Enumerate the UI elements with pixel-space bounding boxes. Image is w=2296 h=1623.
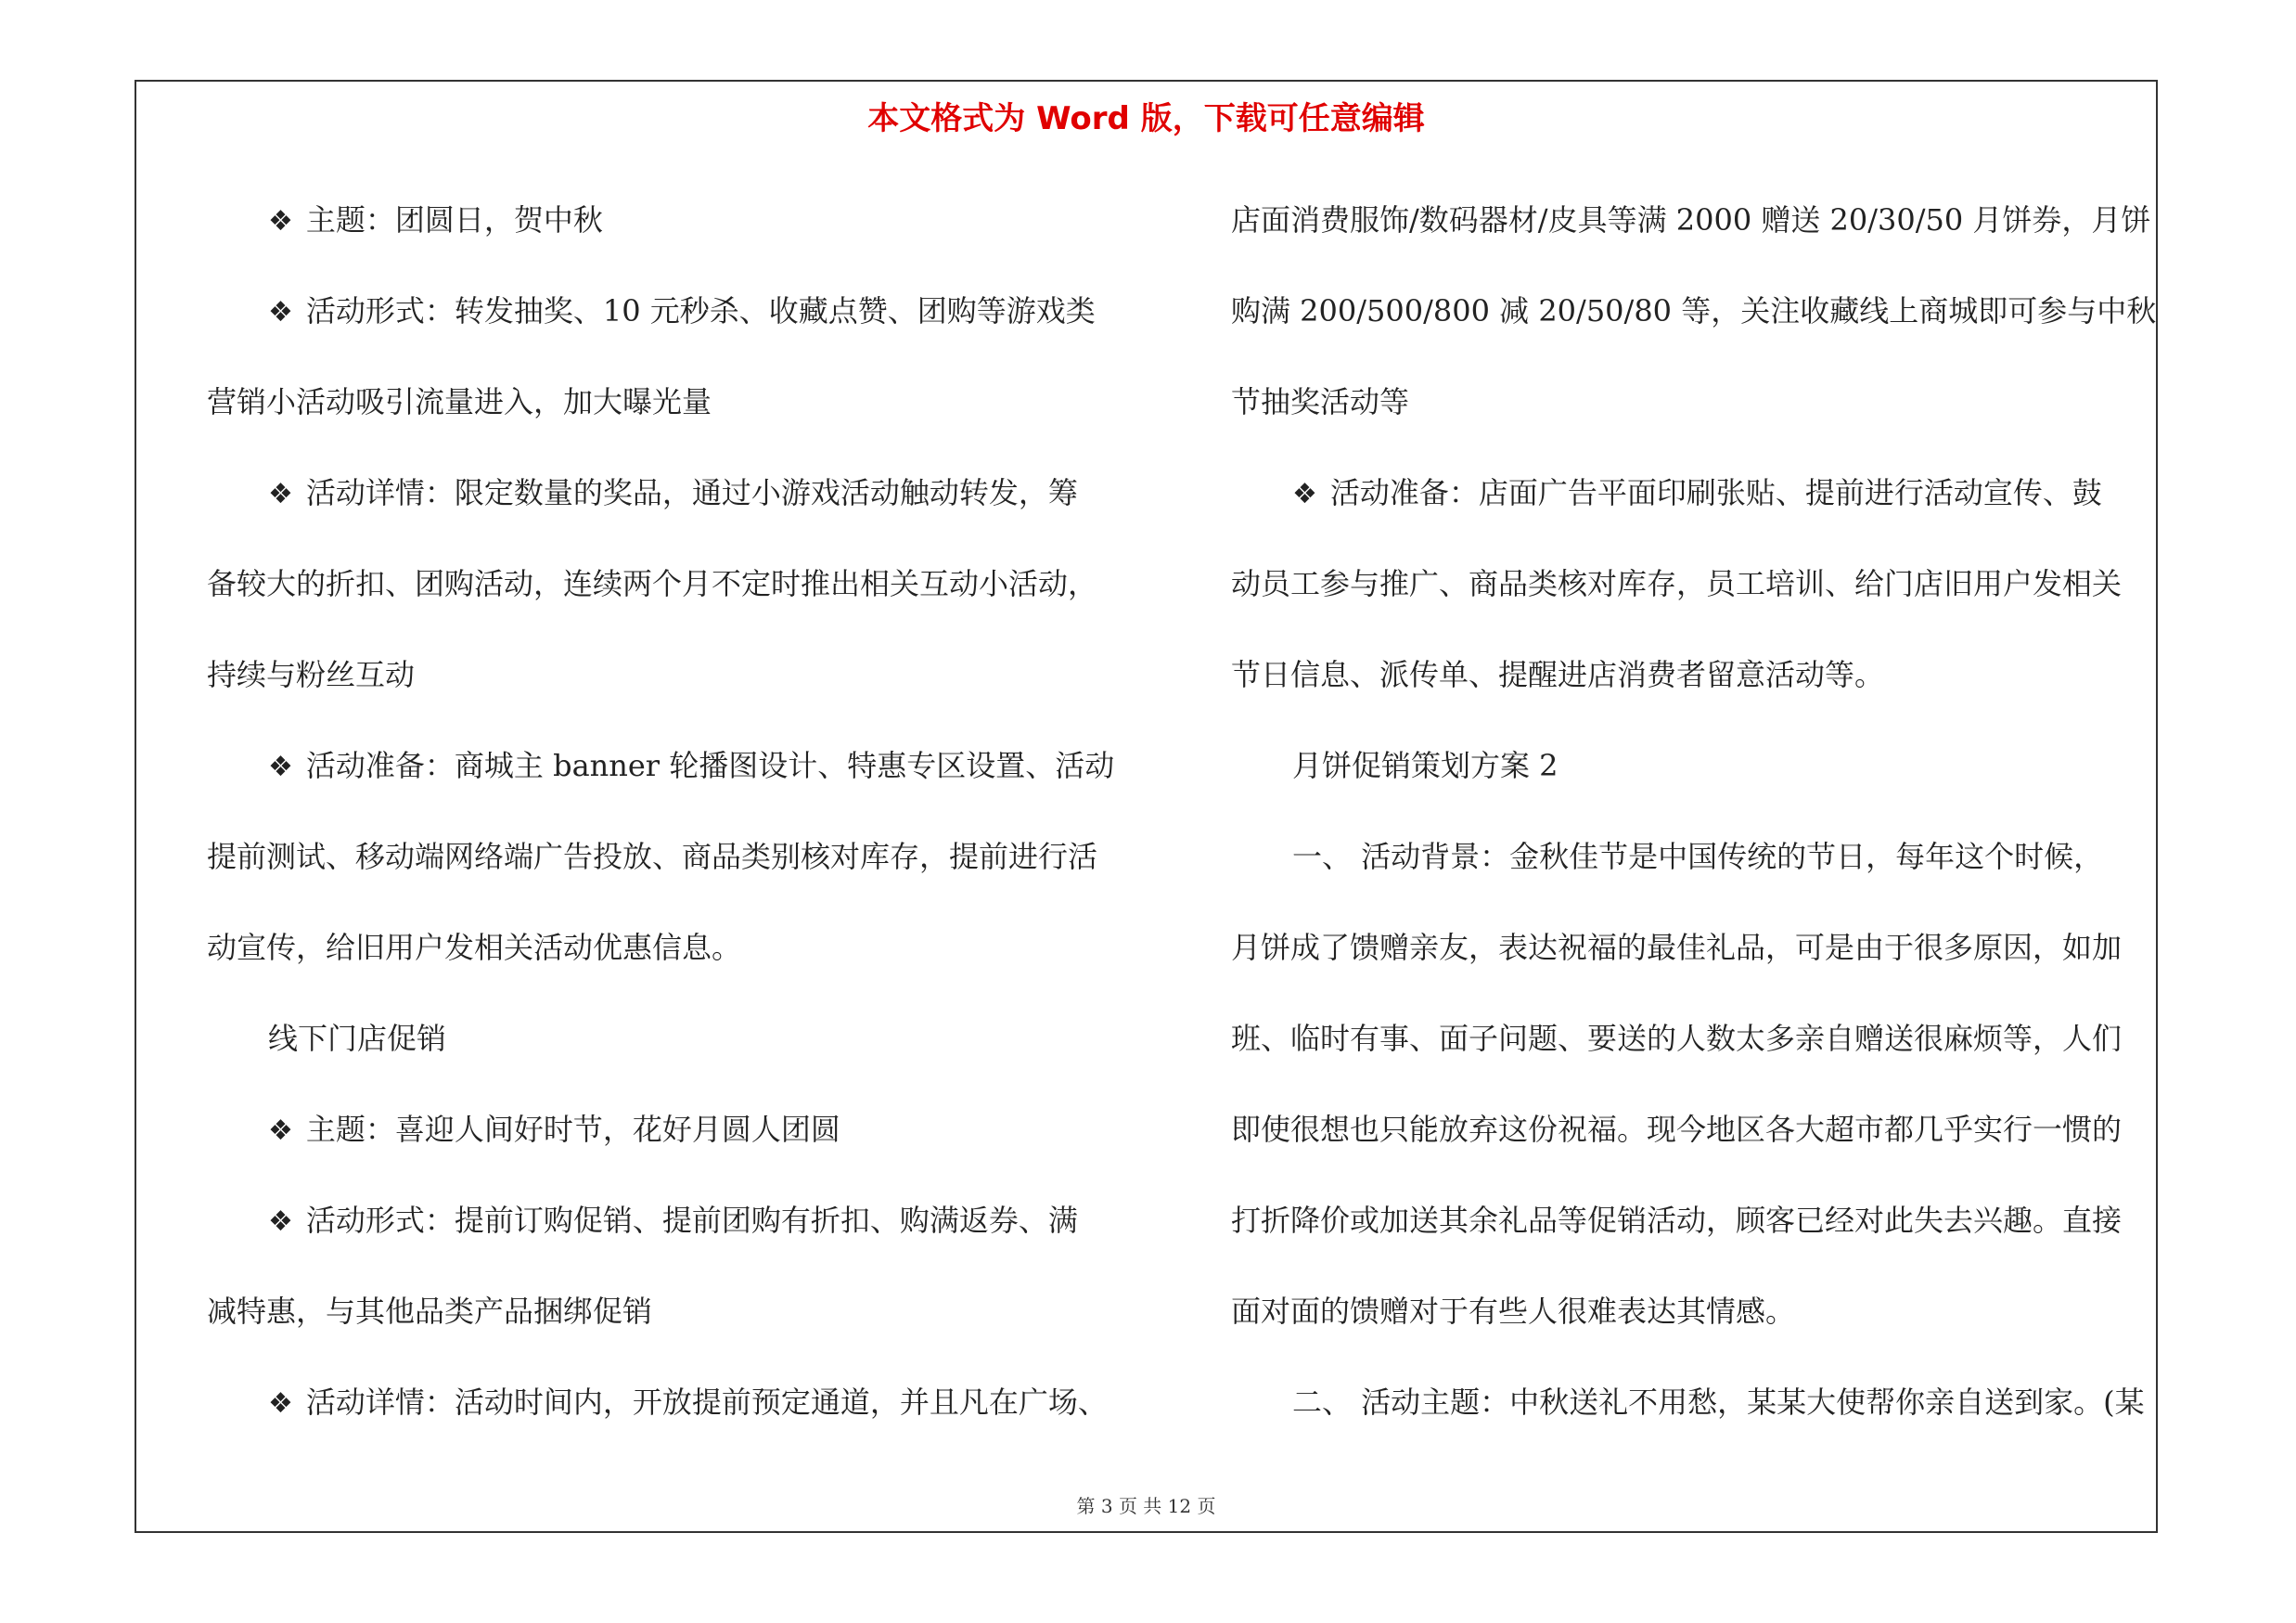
right-column-line-text: 节抽奖活动等 — [1231, 384, 1410, 419]
right-column-line — [1231, 1266, 2149, 1357]
right-column-line — [1231, 447, 2149, 538]
bullet-icon: ❖ — [268, 1387, 293, 1420]
right-column-line-text: 动员工参与推广、商品类核对库存，员工培训、给门店旧用户发相关 — [1231, 566, 2123, 601]
right-column-line-text: 一、 活动背景：金秋佳节是中国传统的节日，每年这个时候， — [1292, 839, 2104, 874]
right-column — [1231, 174, 2157, 1448]
bullet-icon: ❖ — [268, 1205, 293, 1238]
right-column-line-text: 店面消费服饰/数码器材/皮具等满 2000 赠送 20/30/50 月饼券，月饼 — [1231, 202, 2151, 238]
watermark-banner: 本文格式为 Word 版，下载可任意编辑 — [867, 100, 1425, 137]
left-column-line — [207, 1175, 1144, 1266]
left-column-line-text: 活动详情：限定数量的奖品，通过小游戏活动触动转发，筹 — [305, 475, 1078, 510]
left-column-line-text: 减特惠，与其他品类产品捆绑促销 — [207, 1294, 653, 1329]
right-column-line — [1231, 902, 2149, 993]
left-column-line-text: 备较大的折扣、团购活动，连续两个月不定时推出相关互动小活动， — [207, 566, 1098, 601]
left-column-line — [207, 447, 1144, 538]
left-column-line — [207, 174, 1144, 265]
left-column-line — [207, 356, 1144, 447]
left-column-line-text: 活动详情：活动时间内，开放提前预定通道，并且凡在广场、 — [305, 1385, 1108, 1420]
bullet-icon: ❖ — [1292, 478, 1317, 510]
right-column-line — [1231, 993, 2149, 1084]
bullet-icon: ❖ — [268, 478, 293, 510]
left-column-line — [207, 1266, 1144, 1357]
bullet-icon: ❖ — [268, 296, 293, 328]
right-column-line-text: 打折降价或加送其余礼品等促销活动，顾客已经对此失去兴趣。直接 — [1231, 1203, 2123, 1238]
left-column-line-text: 活动形式：转发抽奖、10 元秒杀、收藏点赞、团购等游戏类 — [305, 293, 1096, 328]
right-column-line-text: 活动准备：店面广告平面印刷张贴、提前进行活动宣传、鼓 — [1329, 475, 2102, 510]
left-column-line-text: 主题：团圆日，贺中秋 — [305, 202, 603, 238]
right-column-line — [1231, 356, 2149, 447]
right-column-line-text: 班、临时有事、面子问题、要送的人数太多亲自赠送很麻烦等，人们 — [1231, 1021, 2123, 1056]
left-column-line-text: 动宣传，给旧用户发相关活动优惠信息。 — [207, 930, 742, 965]
right-column-line — [1231, 1175, 2149, 1266]
page-frame — [135, 80, 2158, 1533]
right-column-line-text: 面对面的馈赠对于有些人很难表达其情感。 — [1231, 1294, 1796, 1329]
left-column-line — [207, 1084, 1144, 1175]
left-column-line-text: 线下门店促销 — [268, 1021, 447, 1056]
right-column-line-text: 月饼促销策划方案 2 — [1292, 748, 1558, 783]
left-column-line — [207, 538, 1144, 629]
left-column-line — [207, 720, 1144, 811]
left-column — [207, 174, 1144, 1448]
left-column-line — [207, 811, 1144, 902]
right-column-line — [1231, 1084, 2149, 1175]
bullet-icon: ❖ — [268, 1114, 293, 1147]
left-column-line-text: 主题：喜迎人间好时节，花好月圆人团圆 — [305, 1112, 840, 1147]
right-column-line — [1231, 629, 2149, 720]
left-column-line-text: 提前测试、移动端网络端广告投放、商品类别核对库存，提前进行活 — [207, 839, 1098, 874]
left-column-line — [207, 1357, 1144, 1448]
left-column-line — [207, 993, 1144, 1084]
left-column-line-text: 活动准备：商城主 banner 轮播图设计、特惠专区设置、活动 — [305, 748, 1115, 783]
right-column-line-text: 节日信息、派传单、提醒进店消费者留意活动等。 — [1231, 657, 1885, 692]
page-footer: 第 3 页 共 12 页 — [1076, 1495, 1216, 1517]
left-column-line-text: 营销小活动吸引流量进入，加大曝光量 — [207, 384, 712, 419]
right-column-line-text: 月饼成了馈赠亲友，表达祝福的最佳礼品，可是由于很多原因，如加 — [1231, 930, 2123, 965]
right-column-line-text: 二、 活动主题：中秋送礼不用愁，某某大使帮你亲自送到家。(某 — [1292, 1385, 2145, 1420]
right-column-line-text: 购满 200/500/800 减 20/50/80 等，关注收藏线上商城即可参与中秋 — [1231, 293, 2157, 328]
right-column-line — [1231, 811, 2149, 902]
right-column-line — [1231, 265, 2157, 356]
left-column-line — [207, 629, 1144, 720]
bullet-icon: ❖ — [268, 751, 293, 783]
left-column-line-text: 活动形式：提前订购促销、提前团购有折扣、购满返券、满 — [305, 1203, 1078, 1238]
right-column-line — [1231, 720, 2149, 811]
left-column-line — [207, 265, 1144, 356]
left-column-line — [207, 902, 1144, 993]
right-column-line — [1231, 174, 2149, 265]
bullet-icon: ❖ — [268, 205, 293, 238]
right-column-line-text: 即使很想也只能放弃这份祝福。现今地区各大超市都几乎实行一惯的 — [1231, 1112, 2123, 1147]
left-column-line-text: 持续与粉丝互动 — [207, 657, 416, 692]
right-column-line — [1231, 538, 2149, 629]
right-column-line — [1231, 1357, 2149, 1448]
